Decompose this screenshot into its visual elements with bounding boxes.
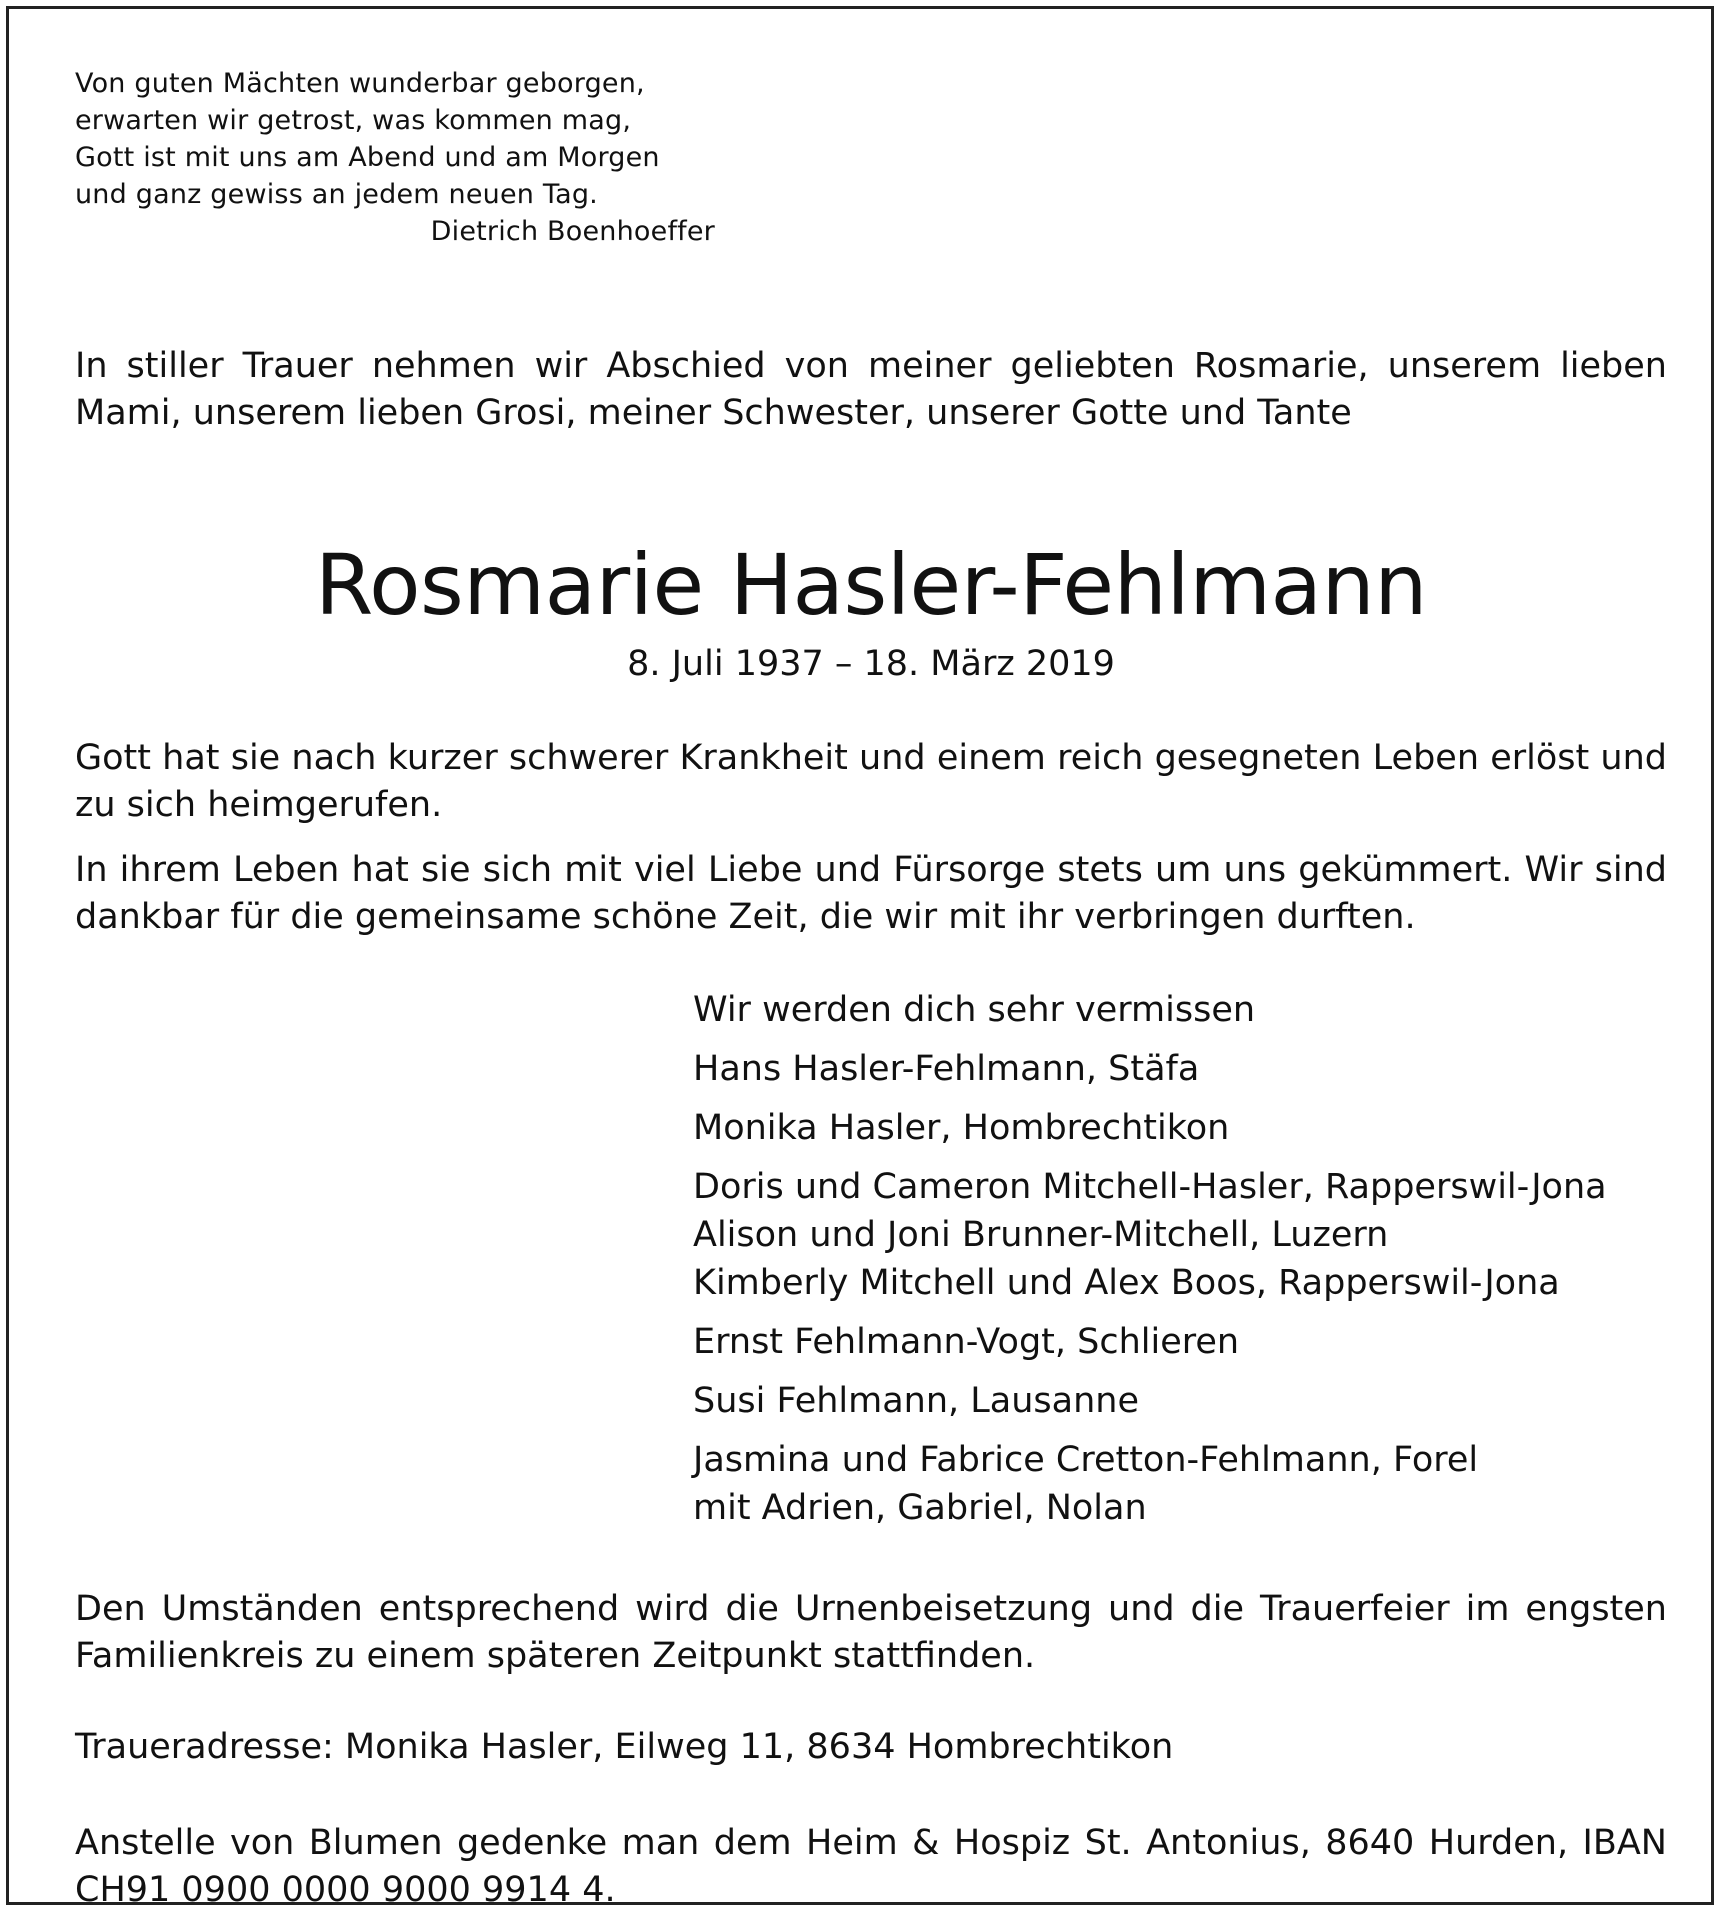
motto-author: Dietrich Boenhoeffer xyxy=(430,216,715,247)
mourner-line: Alison und Joni Brunner-Mitchell, Luzern xyxy=(693,1215,1389,1255)
motto-line: Von guten Mächten wunderbar geborgen, xyxy=(75,68,645,99)
notice-frame xyxy=(6,6,1714,1910)
mourner-line: mit Adrien, Gabriel, Nolan xyxy=(693,1488,1147,1528)
mourners-list xyxy=(693,986,1667,1543)
mourner-group xyxy=(693,1377,1667,1425)
mourner-line: Ernst Fehlmann-Vogt, Schlieren xyxy=(693,1322,1240,1362)
mourner-line: Monika Hasler, Hombrechtikon xyxy=(693,1108,1230,1148)
paragraph-death: Gott hat sie nach kurzer schwerer Krankheit und einem reich gesegneten Leben erlöst und zu sich heimgerufen. xyxy=(75,738,1667,825)
mourning-address: Traueradresse: Monika Hasler, Eilweg 11, 8634 Hombrechtikon xyxy=(75,1727,1174,1767)
mourner-group xyxy=(693,1318,1667,1366)
mourner-line: Doris und Cameron Mitchell-Hasler, Rapperswil-Jona xyxy=(693,1167,1607,1207)
donation-note: Anstelle von Blumen gedenke man dem Heim & Hospiz St. Antonius, 8640 Hurden, IBAN CH91 0900 0000 9000 9914 4. xyxy=(75,1823,1667,1910)
intro-text: In stiller Trauer nehmen wir Abschied von meiner geliebten Rosmarie, unserem lieben Mami, unserem lieben Grosi, meiner Schwester, unserer Gotte und Tante xyxy=(75,346,1667,433)
mourner-group xyxy=(693,1436,1667,1532)
paragraph-life: In ihrem Leben hat sie sich mit viel Liebe und Fürsorge stets um uns gekümmert. Wir sind dankbar für die gemeinsame schöne Zeit, die wir mit ihr verbringen durften. xyxy=(75,850,1667,937)
motto-line: und ganz gewiss an jedem neuen Tag. xyxy=(75,179,598,210)
mourner-line: Susi Fehlmann, Lausanne xyxy=(693,1381,1140,1421)
life-dates: 8. Juli 1937 – 18. März 2019 xyxy=(627,644,1115,684)
motto xyxy=(75,65,715,250)
motto-line: erwarten wir getrost, was kommen mag, xyxy=(75,105,632,136)
mourner-group xyxy=(693,986,1667,1034)
notice-content xyxy=(75,65,1667,1910)
mourner-group xyxy=(693,1104,1667,1152)
paragraph-ceremony: Den Umständen entsprechend wird die Urnenbeisetzung und die Trauerfeier im engsten Familienkreis zu einem späteren Zeitpunkt stattfinden. xyxy=(75,1589,1667,1676)
mourner-line: Jasmina und Fabrice Cretton-Fehlmann, Forel xyxy=(693,1440,1479,1480)
mourner-group xyxy=(693,1045,1667,1093)
mourner-line: Hans Hasler-Fehlmann, Stäfa xyxy=(693,1049,1200,1089)
deceased-name: Rosmarie Hasler-Fehlmann xyxy=(315,536,1427,634)
mourner-line: Kimberly Mitchell und Alex Boos, Rapperswil-Jona xyxy=(693,1263,1560,1303)
motto-line: Gott ist mit uns am Abend und am Morgen xyxy=(75,142,660,173)
mourner-line: Wir werden dich sehr vermissen xyxy=(693,990,1256,1030)
mourner-group xyxy=(693,1163,1667,1307)
